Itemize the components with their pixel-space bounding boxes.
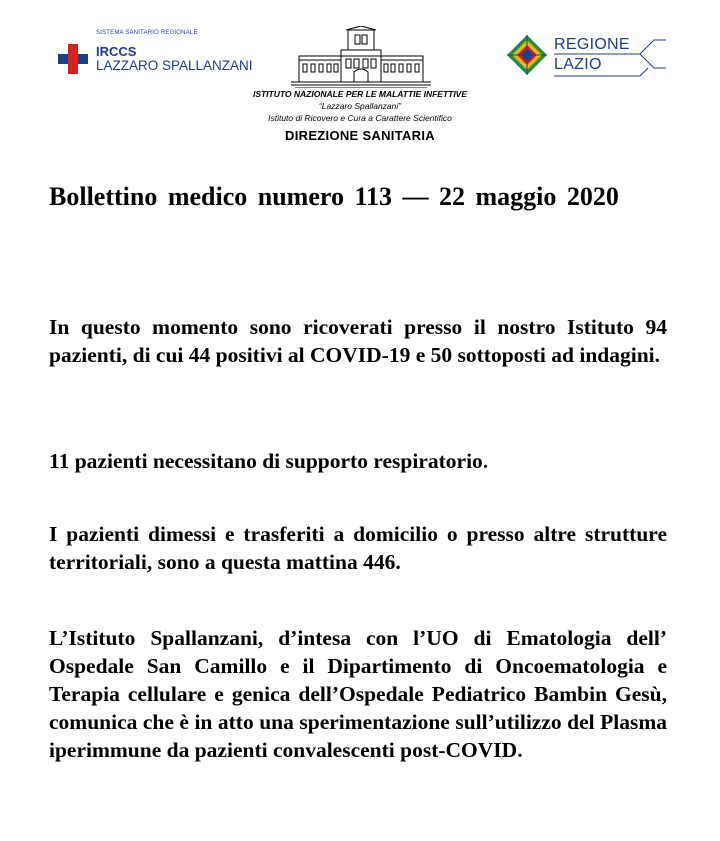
regione-lazio-logo bbox=[506, 34, 666, 80]
institute-subtitle-2: Istituto di Ricovero e Cura a Carattere Scientifico bbox=[268, 113, 452, 123]
paragraph-discharged-patients: I pazienti dimessi e trasferiti a domicilio o presso altre strutture territoriali, sono a questa mattina 446. bbox=[49, 522, 667, 574]
lazio-label: LAZIO bbox=[554, 56, 602, 73]
institute-name: ISTITUTO NAZIONALE PER LE MALATTIE INFETTIVE bbox=[252, 89, 468, 99]
institute-building-icon bbox=[291, 26, 431, 88]
paragraph-respiratory-support: 11 pazienti necessitano di supporto respiratorio. bbox=[49, 449, 489, 473]
paragraph-admitted-patients: In questo momento sono ricoverati presso il nostro Istituto 94 pazienti, di cui 44 positivi al COVID-19 e 50 sottoposti ad indagini. bbox=[49, 315, 667, 367]
institute-subtitle: “Lazzaro Spallanzani” bbox=[318, 101, 402, 111]
irccs-label: IRCCS bbox=[96, 44, 137, 59]
bulletin-title: Bollettino medico numero 113 — 22 maggio 2020 bbox=[49, 182, 619, 211]
ssr-small-text: SISTEMA SANITARIO REGIONALE bbox=[96, 30, 198, 36]
spallanzani-label: LAZZARO SPALLANZANI bbox=[96, 58, 253, 73]
regione-label: REGIONE bbox=[554, 36, 630, 53]
letterhead bbox=[0, 0, 720, 160]
spallanzani-logo bbox=[58, 30, 253, 80]
regione-lazio-emblem-icon bbox=[506, 34, 548, 76]
paragraph-plasma-trial: L’Istituto Spallanzani, d’intesa con l’UO di Ematologia dell’ Ospedale San Camillo e il Dipartimento di Oncoematologia e Terapia cellulare e genica dell’Ospedale Pediatrico Bambin Gesù, comunica che è in atto una sperimentazione sull’utilizzo del Plasma iperimmune da pazienti convalescenti post-COVID. bbox=[49, 626, 667, 762]
department-label: DIREZIONE SANITARIA bbox=[285, 128, 435, 143]
red-cross-icon bbox=[58, 44, 88, 74]
